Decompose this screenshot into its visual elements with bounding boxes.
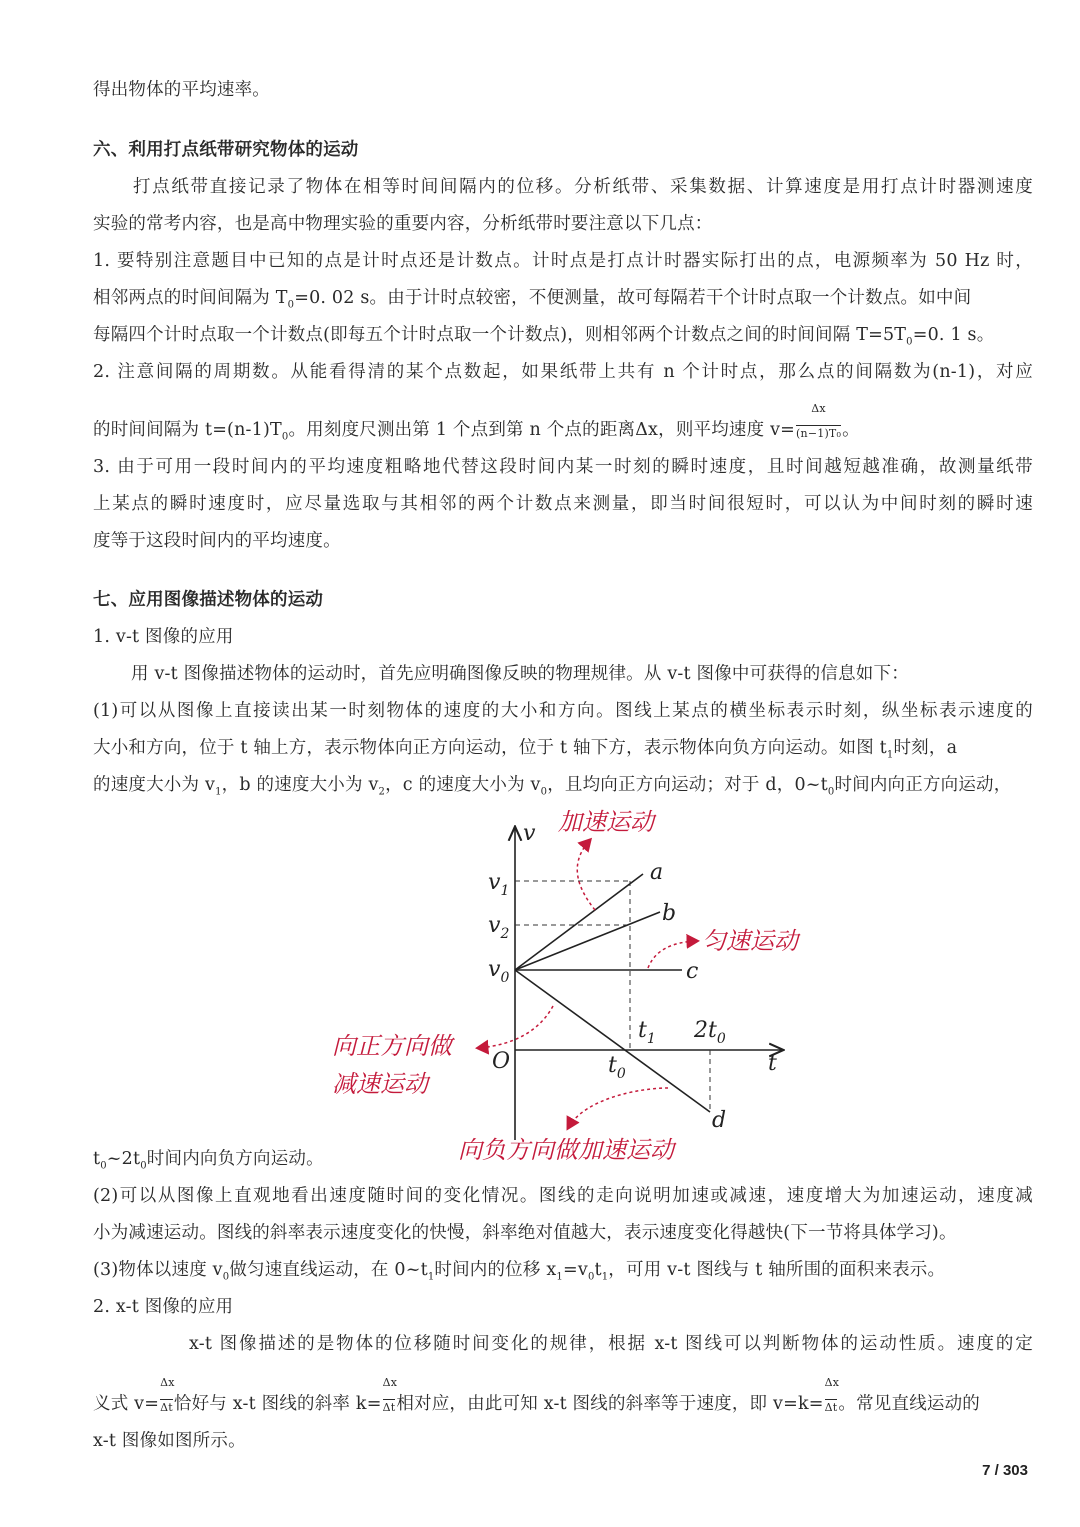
text-line: 上某点的瞬时速度时，应尽量选取与其相邻的两个计数点来测量，即当时间很短时，可以认为中间时刻的瞬时速 (93, 494, 1033, 514)
subscript: 1 (601, 1271, 609, 1283)
text-run: 时间内向正方向运动， (834, 775, 1012, 795)
subscript: 0 (827, 786, 835, 798)
text-run: 的速度大小为 v (93, 775, 216, 795)
fraction-numerator: Δx (382, 1376, 398, 1389)
tick-label-text: v (488, 870, 501, 895)
subscript: 0 (587, 1271, 595, 1283)
tick-label-subscript: 2 (500, 926, 510, 942)
tick-label-subscript: 1 (646, 1031, 656, 1047)
text-run: 的时间间隔为 t=(n-1)T (93, 420, 282, 440)
text-run: 。常见直线运动的 (838, 1394, 981, 1414)
text-run: =0. 1 s。 (912, 325, 995, 345)
tick-label-v0 (488, 957, 509, 986)
tick-label-t1 (638, 1018, 656, 1047)
tick-label-subscript: 0 (716, 1031, 726, 1047)
text-run: ~2t (106, 1149, 141, 1169)
fraction-numerator: Δx (811, 402, 826, 415)
line-label-d: d (712, 1108, 727, 1133)
tick-label-subscript: 0 (616, 1066, 626, 1082)
text-run: 大小和方向，位于 t 轴上方，表示物体向正方向运动，位于 t 轴下方，表示物体向负方向运动。如图 t (93, 738, 887, 758)
tick-label-text: t (608, 1053, 617, 1078)
text-line: 用 v-t 图像描述物体的运动时，首先应明确图像反映的物理规律。从 v-t 图像中可获得的信息如下： (131, 664, 909, 684)
fraction-numerator: Δx (160, 1376, 175, 1389)
text-run: =v (562, 1260, 588, 1280)
tick-label-subscript: 1 (500, 883, 510, 899)
tick-label-text: t (638, 1018, 647, 1043)
line-label-a: a (650, 860, 664, 885)
text-line (93, 1258, 1033, 1290)
text-run: ，可用 v-t 图线与 t 轴所围的面积来表示。 (608, 1260, 946, 1280)
text-run: ，c 的速度大小为 v (385, 775, 541, 795)
tick-label-text: v (488, 913, 501, 938)
origin-label: O (492, 1049, 511, 1074)
tick-label-2t0 (693, 1018, 726, 1047)
section-heading-6: 六、利用打点纸带研究物体的运动 (93, 140, 359, 160)
text-run: =0. 02 s。由于计时点较密，不便测量，故可每隔若干个计时点取一个计数点。如中间 (294, 288, 972, 308)
text-run: 恰好与 x-t 图线的斜率 k= (173, 1394, 382, 1414)
annotation-negative-accelerating: 向负方向做加速运动 (458, 1136, 674, 1164)
text-run: 。 (842, 420, 860, 440)
text-run: 。用刻度尺测出第 1 个点到第 n 个点的距离Δx，则平均速度 v= (288, 420, 796, 440)
axis-label-t: t (768, 1051, 777, 1076)
text-run: t (594, 1260, 602, 1280)
text-line: 1. 要特别注意题目中已知的点是计时点还是计数点。计时点是打点计时器实际打出的点，电源频率为 50 Hz 时， (93, 251, 1033, 271)
line-a (515, 874, 643, 970)
text-line: 3. 由于可用一段时间内的平均速度粗略地代替这段时间内某一时刻的瞬时速度，且时间越短越准确，故测量纸带 (93, 457, 1033, 477)
text-line (93, 1147, 393, 1179)
tick-label-subscript: 0 (500, 970, 510, 986)
subscript: 1 (886, 749, 894, 761)
tick-label-text: 2t (694, 1018, 717, 1043)
text-run: ，且均向正方向运动；对于 d，0~t (547, 775, 828, 795)
subscript: 0 (140, 1160, 147, 1172)
text-line: 2. 注意间隔的周期数。从能看得清的某个点数起，如果纸带上共有 n 个计时点，那么点的间隔数为(n-1)，对应 (93, 362, 1033, 382)
annotation-decelerating-1: 向正方向做 (332, 1032, 452, 1060)
fraction-denominator: Δt (824, 1401, 838, 1414)
subscript: 1 (556, 1271, 563, 1283)
subscript: 0 (100, 1160, 107, 1172)
page-number: 7 / 303 (982, 1462, 1028, 1479)
tick-label-v2 (488, 913, 509, 942)
section-heading-7: 七、应用图像描述物体的运动 (93, 590, 324, 610)
annotation-arrow-accelerating (577, 840, 595, 910)
annotation-uniform: 匀速运动 (702, 927, 798, 955)
line-label-c: c (686, 959, 699, 984)
text-run: 义式 v= (93, 1394, 160, 1414)
tick-label-text: v (488, 957, 501, 982)
text-line: 小为减速运动。图线的斜率表示速度变化的快慢，斜率绝对值越大，表示速度变化得越快(下一节将具体学习)。 (93, 1223, 957, 1243)
text-line: 度等于这段时间内的平均速度。 (93, 531, 341, 551)
subsection-heading: 1. v-t 图像的应用 (93, 627, 234, 647)
text-run: t (93, 1149, 101, 1169)
annotation-arrow-negative-accelerating (568, 1088, 668, 1128)
tick-label-t0 (608, 1053, 626, 1082)
text-line: 实验的常考内容，也是高中物理实验的重要内容，分析纸带时要注意以下几点： (93, 214, 713, 234)
text-run: ，b 的速度大小为 v (221, 775, 379, 795)
fraction-denominator: Δt (382, 1401, 396, 1414)
axis-label-v: v (523, 821, 536, 846)
subscript: 1 (215, 786, 222, 798)
text-line: 打点纸带直接记录了物体在相等时间间隔内的位移。分析纸带、采集数据、计算速度是用打点计时器测速度 (133, 177, 1033, 197)
text-line: x-t 图像描述的是物体的位移随时间变化的规律，根据 x-t 图线可以判断物体的运动性质。速度的定 (189, 1334, 1033, 1354)
subscript: 0 (906, 336, 913, 348)
text-run: 相邻两点的时间间隔为 T (93, 288, 288, 308)
text-run: (3)物体以速度 v (93, 1260, 223, 1280)
annotation-accelerating: 加速运动 (558, 808, 654, 836)
text-line: (1)可以从图像上直接读出某一时刻物体的速度的大小和方向。图线上某点的横坐标表示时刻，纵坐标表示速度的 (93, 701, 1033, 721)
text-run: 相对应，由此可知 x-t 图线的斜率等于速度，即 v=k= (396, 1394, 824, 1414)
text-run: 每隔四个计时点取一个计数点(即每五个计时点取一个计数点)，则相邻两个计数点之间的时间间隔 T=5T (93, 325, 907, 345)
subscript: 0 (287, 299, 295, 311)
tick-label-v1 (488, 870, 509, 899)
subsection-heading: 2. x-t 图像的应用 (93, 1297, 234, 1317)
text-run: 时间内的位移 x (434, 1260, 557, 1280)
text-line: 得出物体的平均速率。 (93, 80, 270, 100)
text-run: 时间内向负方向运动。 (146, 1149, 324, 1169)
text-run: 时刻，a (893, 738, 958, 758)
line-d (515, 970, 710, 1112)
subscript: 0 (222, 1271, 230, 1283)
subscript: 0 (281, 431, 289, 443)
line-b (515, 912, 660, 970)
text-run: 做匀速直线运动，在 0~t (229, 1260, 428, 1280)
line-label-b: b (662, 901, 677, 926)
subscript: 0 (540, 786, 548, 798)
text-line: x-t 图像如图所示。 (93, 1431, 246, 1451)
subscript: 2 (378, 786, 386, 798)
fraction-denominator: Δt (160, 1401, 173, 1414)
subscript: 1 (427, 1271, 435, 1283)
fraction-denominator: (n−1)T₀ (796, 427, 842, 440)
text-line: (2)可以从图像上直观地看出速度随时间的变化情况。图线的走向说明加速或减速，速度增大为加速运动，速度减 (93, 1186, 1033, 1206)
fraction-numerator: Δx (824, 1376, 840, 1389)
annotation-decelerating-2: 减速运动 (332, 1070, 428, 1098)
